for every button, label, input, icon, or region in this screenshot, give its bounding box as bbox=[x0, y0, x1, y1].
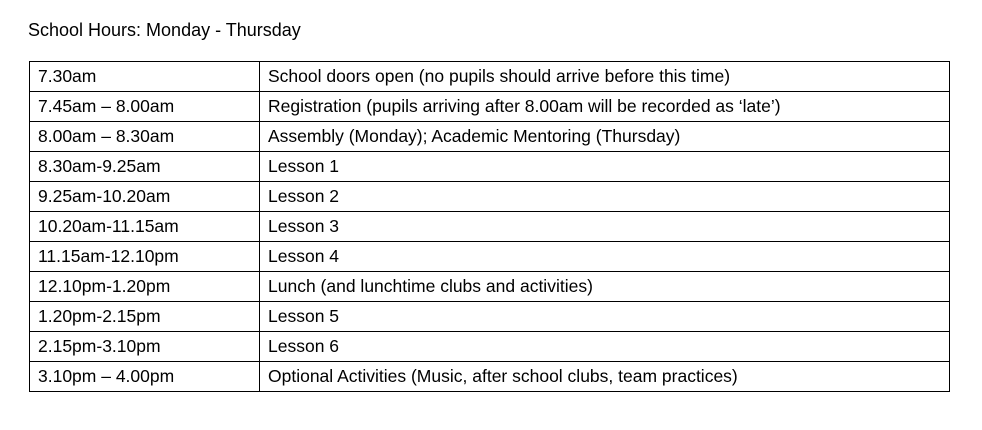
activity-cell: Registration (pupils arriving after 8.00am will be recorded as ‘late’) bbox=[260, 92, 950, 122]
time-cell: 8.00am – 8.30am bbox=[30, 122, 260, 152]
time-cell: 11.15am-12.10pm bbox=[30, 242, 260, 272]
time-cell: 10.20am-11.15am bbox=[30, 212, 260, 242]
time-cell: 12.10pm-1.20pm bbox=[30, 272, 260, 302]
schedule-table-body bbox=[30, 62, 950, 392]
table-row bbox=[30, 362, 950, 392]
activity-cell: Lesson 2 bbox=[260, 182, 950, 212]
activity-cell: Lesson 4 bbox=[260, 242, 950, 272]
activity-cell: Lesson 1 bbox=[260, 152, 950, 182]
table-row bbox=[30, 212, 950, 242]
time-cell: 3.10pm – 4.00pm bbox=[30, 362, 260, 392]
table-row bbox=[30, 302, 950, 332]
table-row bbox=[30, 92, 950, 122]
activity-cell: School doors open (no pupils should arrive before this time) bbox=[260, 62, 950, 92]
table-row bbox=[30, 332, 950, 362]
table-row bbox=[30, 62, 950, 92]
table-row bbox=[30, 122, 950, 152]
time-cell: 1.20pm-2.15pm bbox=[30, 302, 260, 332]
activity-cell: Lesson 5 bbox=[260, 302, 950, 332]
time-cell: 9.25am-10.20am bbox=[30, 182, 260, 212]
table-row bbox=[30, 182, 950, 212]
schedule-table bbox=[29, 61, 950, 392]
page-title: School Hours: Monday - Thursday bbox=[28, 20, 301, 40]
activity-cell: Lesson 3 bbox=[260, 212, 950, 242]
activity-cell: Lesson 6 bbox=[260, 332, 950, 362]
time-cell: 7.30am bbox=[30, 62, 260, 92]
table-row bbox=[30, 152, 950, 182]
time-cell: 2.15pm-3.10pm bbox=[30, 332, 260, 362]
table-row bbox=[30, 242, 950, 272]
table-row bbox=[30, 272, 950, 302]
activity-cell: Lunch (and lunchtime clubs and activities) bbox=[260, 272, 950, 302]
time-cell: 7.45am – 8.00am bbox=[30, 92, 260, 122]
activity-cell: Optional Activities (Music, after school clubs, team practices) bbox=[260, 362, 950, 392]
activity-cell: Assembly (Monday); Academic Mentoring (Thursday) bbox=[260, 122, 950, 152]
time-cell: 8.30am-9.25am bbox=[30, 152, 260, 182]
